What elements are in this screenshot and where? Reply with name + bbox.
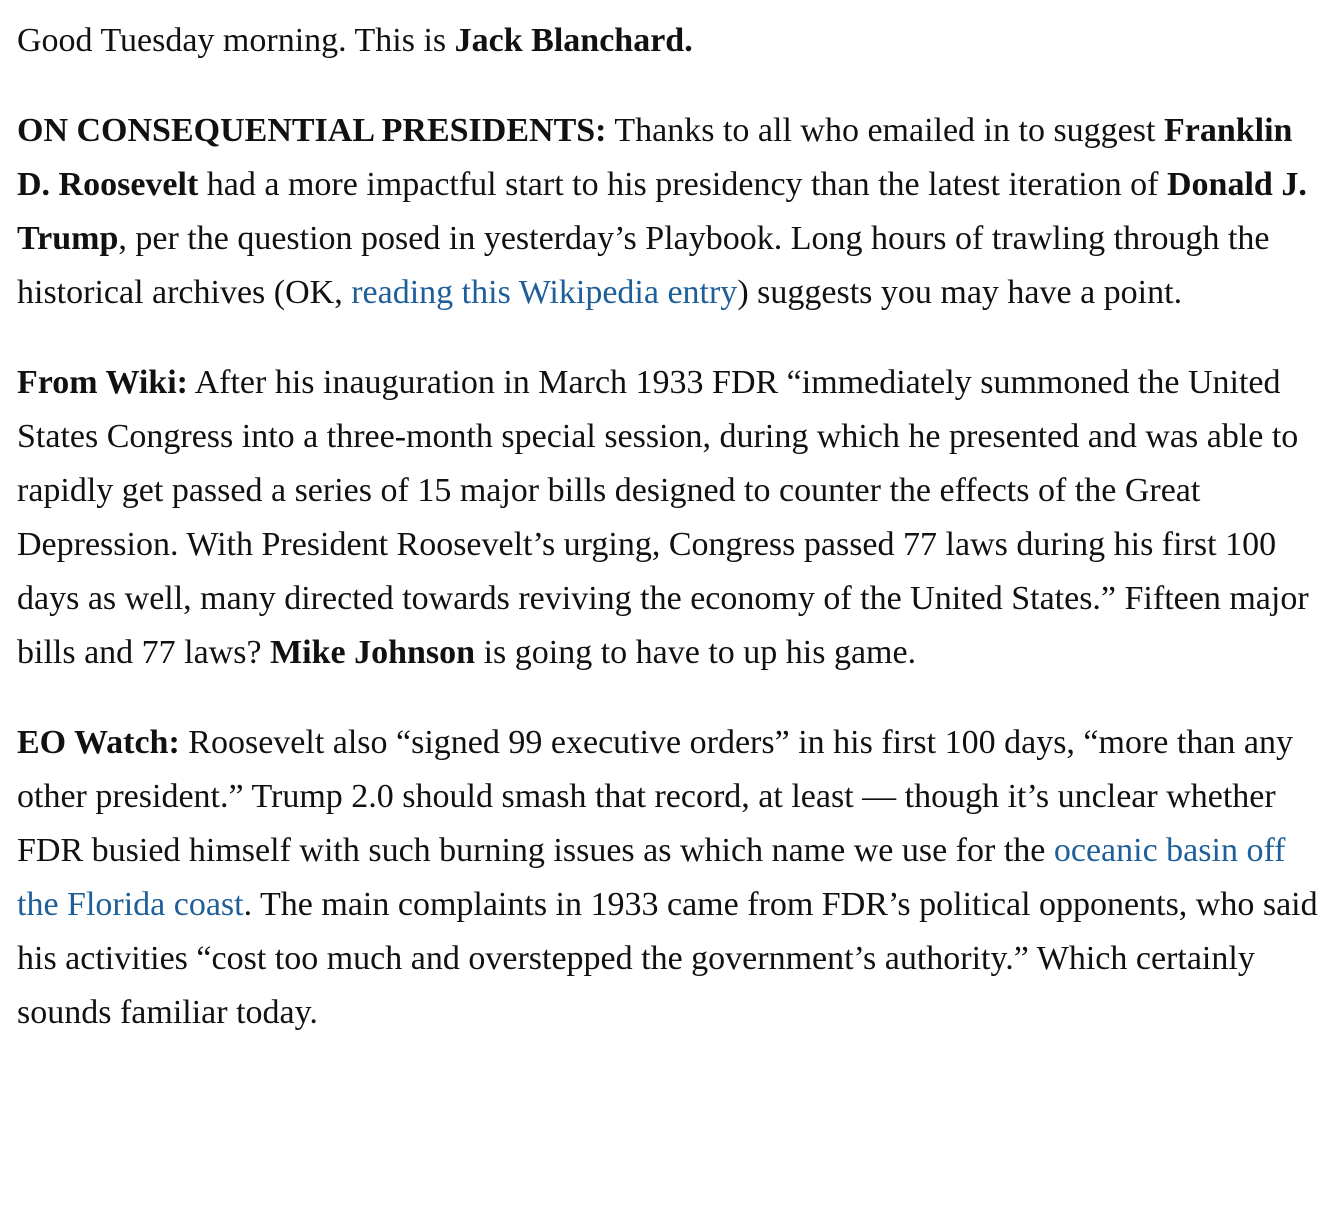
- johnson-name: Mike Johnson: [270, 634, 476, 671]
- eo-paragraph: [17, 716, 1328, 1040]
- wiki-text-2: is going to have to up his game.: [475, 634, 917, 671]
- wiki-heading: From Wiki:: [17, 364, 188, 401]
- intro-paragraph: [17, 14, 1328, 68]
- presidents-paragraph: [17, 104, 1328, 320]
- greeting-text: Good Tuesday morning. This is: [17, 22, 455, 59]
- oceanic-basin-link[interactable]: oceanic basin off the Florida coast: [17, 832, 1286, 923]
- wikipedia-entry-link[interactable]: reading this Wikipedia entry: [351, 274, 738, 311]
- eo-heading: EO Watch:: [17, 724, 180, 761]
- eo-text-1: Roosevelt also “signed 99 executive orders” in his first 100 days, “more than any other president.” Trump 2.0 should smash that record, at least — though it’s unclear whether FDR busied himself with such burning issues as which name we use for the: [17, 724, 1293, 869]
- author-name: Jack Blanchard.: [454, 22, 693, 59]
- wiki-paragraph: [17, 356, 1328, 680]
- presidents-heading: ON CONSEQUENTIAL PRESIDENTS:: [17, 112, 607, 149]
- fdr-name: Franklin D. Roosevelt: [17, 112, 1293, 203]
- trump-name: Donald J. Trump: [17, 166, 1307, 257]
- wiki-text-1: After his inauguration in March 1933 FDR “immediately summoned the United States Congress into a three-month special session, during which he presented and was able to rapidly get passed a series of 15 major bills designed to counter the effects of the Great Depression. With President Roosevelt’s urging, Congress passed 77 laws during his first 100 days as well, many directed towards reviving the economy of the United States.” Fifteen major bills and 77 laws?: [17, 364, 1309, 671]
- presidents-text-3: , per the question posed in yesterday’s Playbook. Long hours of trawling through the historical archives (OK,: [17, 220, 1270, 311]
- eo-text-2: . The main complaints in 1933 came from FDR’s political opponents, who said his activities “cost too much and overstepped the government’s authority.” Which certainly sounds familiar today.: [17, 886, 1318, 1031]
- presidents-text-2: had a more impactful start to his presidency than the latest iteration of: [198, 166, 1167, 203]
- presidents-text-1: Thanks to all who emailed in to suggest: [606, 112, 1164, 149]
- presidents-text-4: ) suggests you may have a point.: [737, 274, 1183, 311]
